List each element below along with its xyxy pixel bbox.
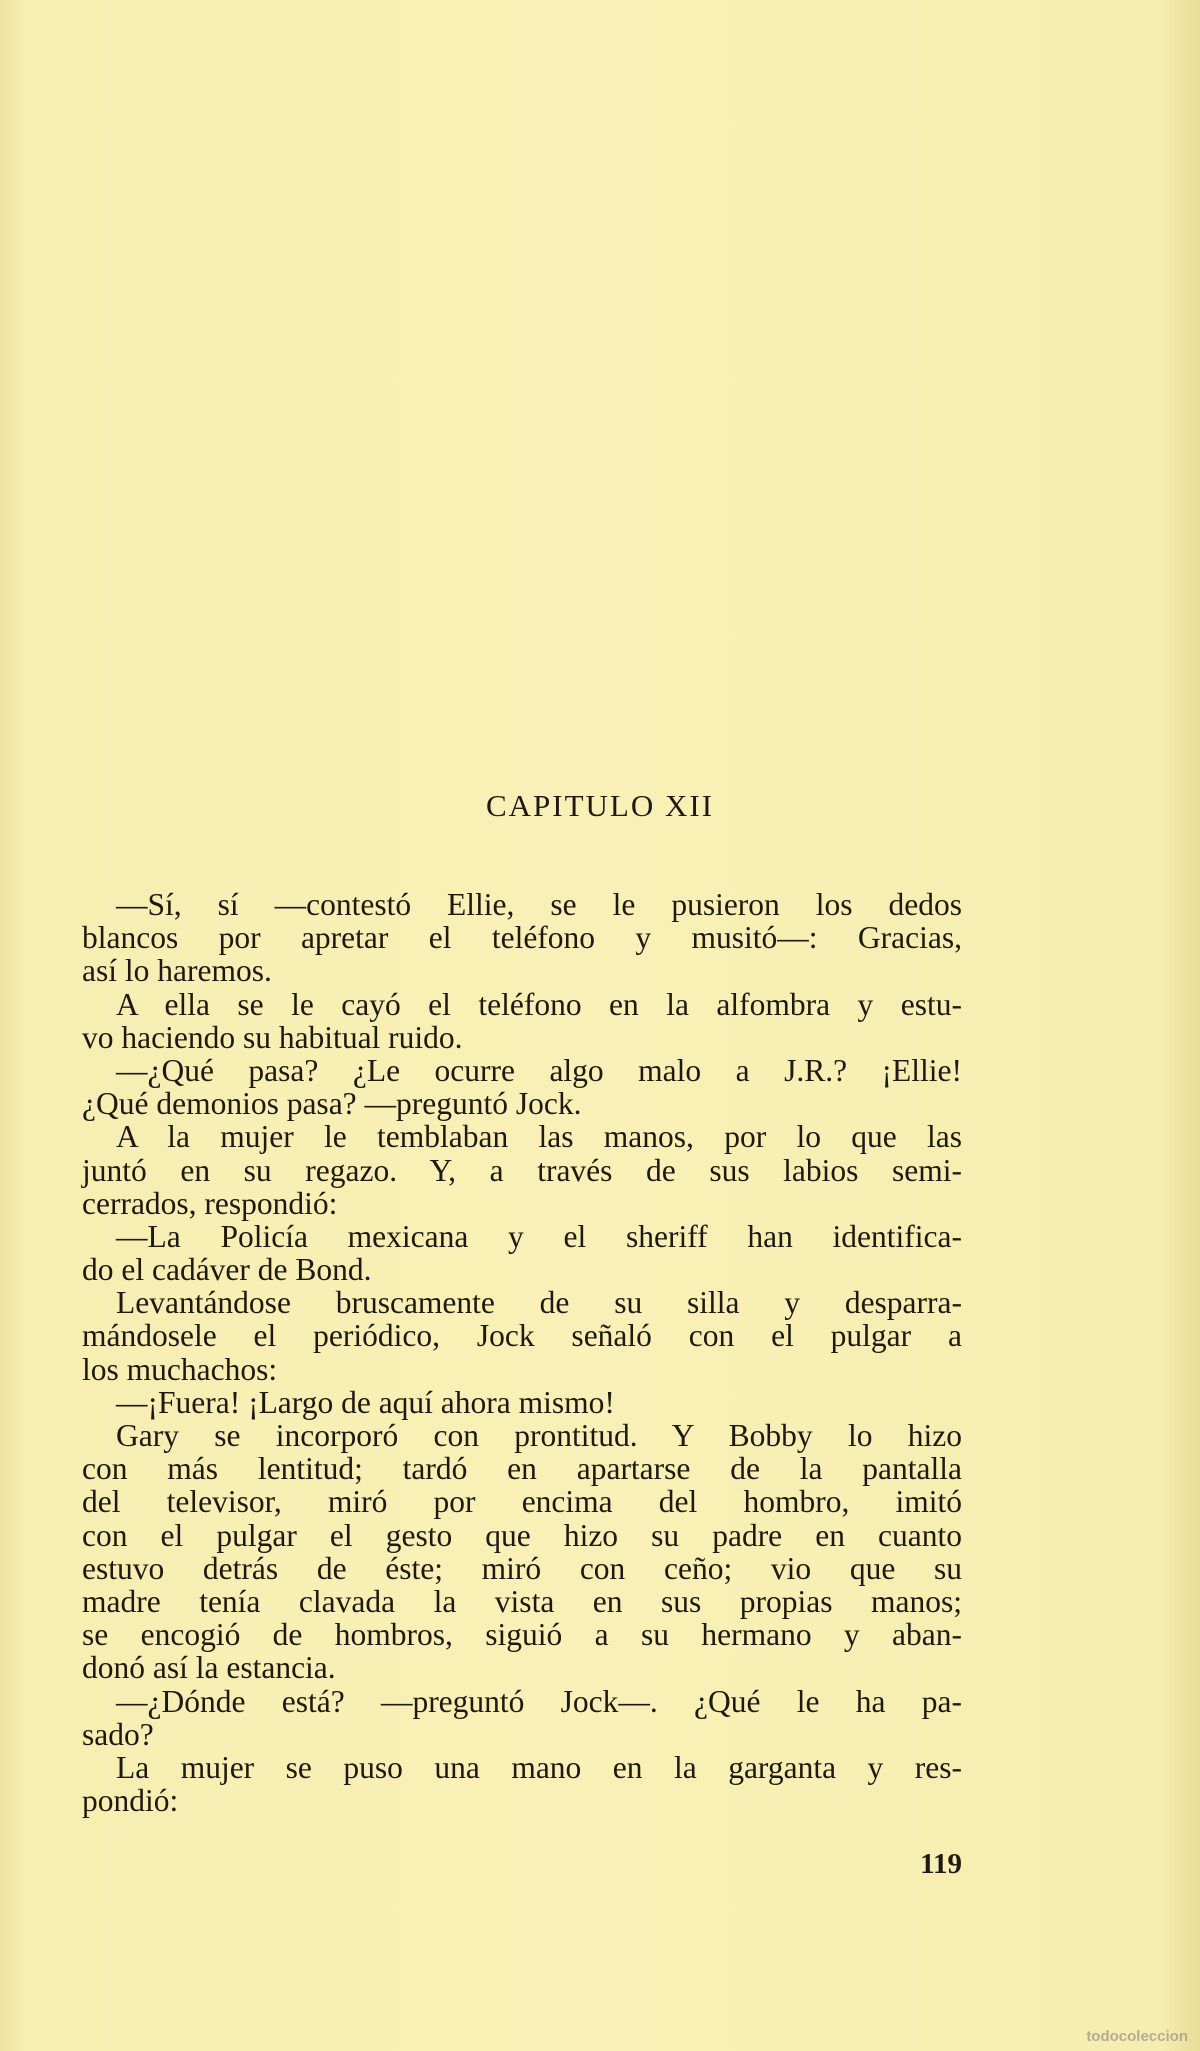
text-line: se encogió de hombros, siguió a su hermano y aban- — [82, 1617, 962, 1653]
page-number: 119 — [920, 1848, 962, 1880]
text-line: mándosele el periódico, Jock señaló con el pulgar a — [82, 1318, 962, 1354]
text-line: pondió: — [82, 1783, 179, 1819]
text-line: del televisor, miró por encima del hombro, imitó — [82, 1484, 962, 1520]
text-line: madre tenía clavada la vista en sus propias manos; — [82, 1583, 962, 1619]
text-line: A ella se le cayó el teléfono en la alfombra y estu- — [116, 986, 962, 1022]
text-line: do el cadáver de Bond. — [82, 1252, 372, 1288]
text-line: —¿Qué pasa? ¿Le ocurre algo malo a J.R.? ¡Ellie! — [116, 1052, 962, 1088]
text-line: los muchachos: — [82, 1351, 278, 1387]
text-line: cerrados, respondió: — [82, 1185, 338, 1221]
watermark: todocoleccion — [1086, 2028, 1188, 2045]
text-line: Levantándose bruscamente de su silla y desparra- — [116, 1285, 962, 1321]
text-line: vo haciendo su habitual ruido. — [82, 1019, 463, 1055]
text-line: ¿Qué demonios pasa? —preguntó Jock. — [82, 1086, 582, 1122]
text-line: La mujer se puso una mano en la garganta y res- — [116, 1749, 962, 1785]
body-text — [82, 888, 962, 1817]
text-line: —La Policía mexicana y el sheriff han identifica- — [116, 1218, 962, 1254]
text-line: —¿Dónde está? —preguntó Jock—. ¿Qué le ha pa- — [116, 1683, 962, 1719]
text-line: A la mujer le temblaban las manos, por lo que las — [116, 1119, 962, 1155]
text-line: con el pulgar el gesto que hizo su padre en cuanto — [82, 1517, 962, 1553]
chapter-title: CAPITULO XII — [485, 788, 715, 823]
text-line: estuvo detrás de éste; miró con ceño; vio que su — [82, 1550, 962, 1586]
text-line: así lo haremos. — [82, 953, 272, 989]
text-line: Gary se incorporó con prontitud. Y Bobby lo hizo — [116, 1418, 962, 1453]
text-line: donó así la estancia. — [82, 1650, 336, 1686]
text-line: sado? — [82, 1716, 154, 1752]
text-line: con más lentitud; tardó en apartarse de la pantalla — [82, 1451, 962, 1487]
text-line: —¡Fuera! ¡Largo de aquí ahora mismo! — [116, 1384, 615, 1420]
text-line: —Sí, sí —contestó Ellie, se le pusieron los dedos — [116, 887, 962, 922]
text-line: blancos por apretar el teléfono y musitó—: Gracias, — [82, 920, 962, 956]
text-line: juntó en su regazo. Y, a través de sus labios semi- — [82, 1152, 962, 1188]
